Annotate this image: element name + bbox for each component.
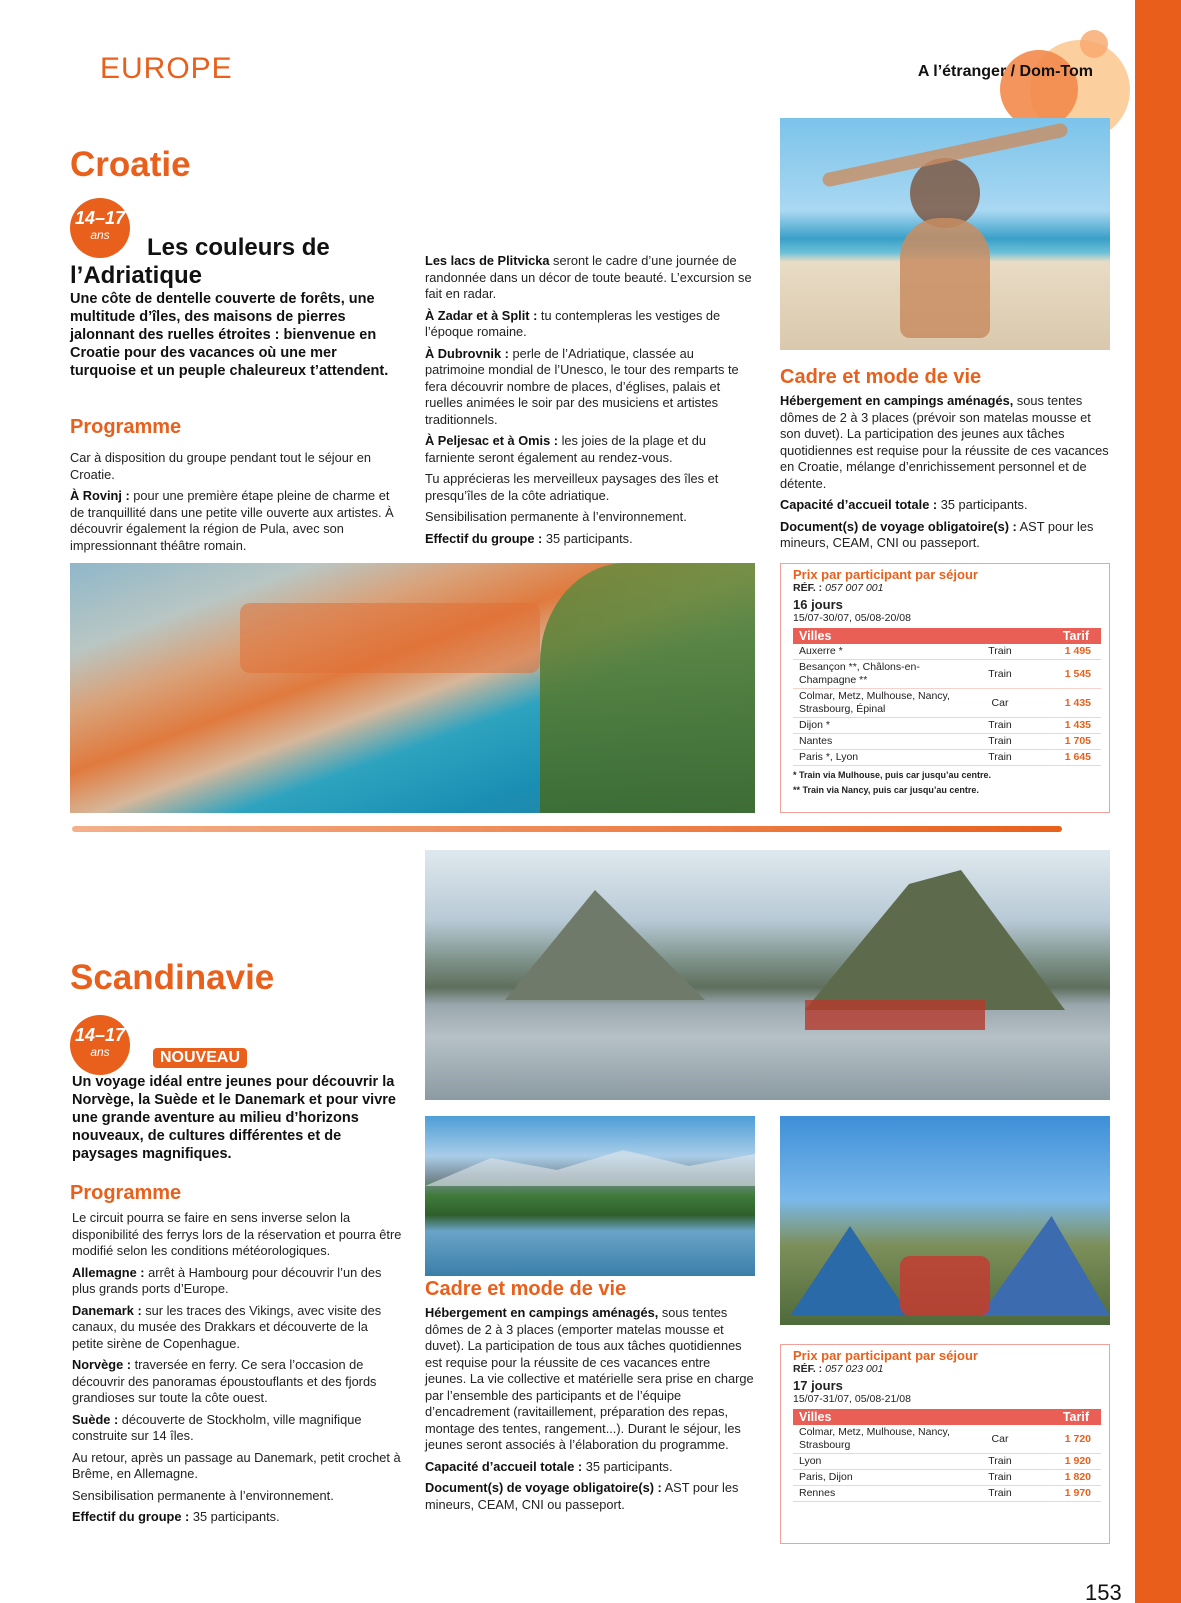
croatie-cadre-title: Cadre et mode de vie — [780, 366, 982, 388]
programme-item: À Peljesac et à Omis : les joies de la plage et du farniente seront également au rendez-vous. — [425, 433, 706, 465]
cadre-item: Document(s) de voyage obligatoire(s) : AST pour les mineurs, CEAM, CNI ou passeport. — [780, 518, 1094, 550]
table-row: Paris, Dijon Train 1 820 — [793, 1470, 1101, 1486]
col-price: Tarif — [1062, 629, 1089, 643]
scandinavie-title: Scandinavie — [70, 958, 275, 997]
table-row: Nantes Train 1 705 — [793, 734, 1101, 750]
col-city: Villes — [799, 629, 832, 643]
price-duration: 16 jours — [793, 597, 843, 612]
price-note-2: ** Train via Nancy, puis car jusqu’au centre. — [793, 785, 979, 795]
price-ref: RÉF. : 057 007 001 — [793, 582, 884, 594]
lofoten-photo — [425, 850, 1110, 1100]
croatie-age-badge — [70, 198, 130, 258]
cadre-item: Capacité d’accueil totale : 35 participants. — [780, 497, 1028, 512]
programme-item: Au retour, après un passage au Danemark, petit crochet à Brême, en Allemagne. — [72, 1449, 401, 1481]
table-row: Colmar, Metz, Mulhouse, Nancy, Strasbourg Car 1 720 — [793, 1425, 1101, 1454]
programme-item: Effectif du groupe : 35 participants. — [72, 1509, 280, 1524]
programme-item: Effectif du groupe : 35 participants. — [425, 530, 633, 546]
programme-item: Car à disposition du groupe pendant tout le séjour en Croatie. — [70, 450, 371, 482]
programme-item: À Rovinj : pour une première étape pleine de charme et de tranquillité dans une petite ville ouverte aux artistes. À découvrir également la région de Pula, avec son impressionnant théâtre romain. — [70, 488, 394, 553]
programme-item: Suède : découverte de Stockholm, ville magnifique construite sur 14 îles. — [72, 1411, 362, 1443]
croatie-programme-col1 — [70, 450, 400, 559]
nav-separator: / — [1006, 63, 1020, 80]
programme-item: Danemark : sur les traces des Vikings, avec visite des canaux, du musée des Drakkars et découverte de la petite sirène de Copenhague. — [72, 1302, 382, 1351]
friends-beach-photo — [780, 118, 1110, 350]
croatie-programme-title: Programme — [70, 416, 182, 438]
table-row: Lyon Train 1 920 — [793, 1454, 1101, 1470]
croatie-intro: Une côte de dentelle couverte de forêts, une multitude d’îles, des maisons de pierres jalonnant des ruelles étroites : bienvenue en Croatie pour des vacances où une mer turquoise et un peuple chaleureux t’attendent. — [70, 291, 389, 379]
page-number: 153 — [1085, 1580, 1122, 1603]
lake-cabin-photo — [425, 1116, 755, 1276]
croatie-price-table — [780, 563, 1110, 813]
cadre-item: Capacité d’accueil totale : 35 participants. — [425, 1458, 673, 1474]
programme-item: À Zadar et à Split : tu contempleras les vestiges de l’époque romaine. — [425, 307, 721, 339]
table-row: Auxerre * Train 1 495 — [793, 644, 1101, 660]
programme-item: À Dubrovnik : perle de l’Adriatique, classée au patrimoine mondial de l’Unesco, le tour des remparts te fera découvrir nombre de places, d’églises, palais et ruelles animées le soir par des musiciens et artistes traditionnels. — [425, 345, 739, 427]
table-header — [793, 1409, 1101, 1425]
croatie-cadre — [780, 393, 1110, 557]
croatie-title: Croatie — [70, 145, 191, 184]
scandinavie-programme-title: Programme — [70, 1182, 182, 1204]
price-title: Prix par participant par séjour — [793, 567, 978, 582]
new-badge: NOUVEAU — [153, 1048, 247, 1068]
dubrovnik-photo — [70, 563, 755, 813]
nav-abroad[interactable]: A l’étranger — [917, 63, 1007, 80]
price-title: Prix par participant par séjour — [793, 1348, 978, 1363]
section-divider — [72, 826, 1062, 832]
table-header — [793, 628, 1101, 644]
programme-item: Sensibilisation permanente à l’environnement. — [72, 1487, 334, 1503]
scandinavie-intro: Un voyage idéal entre jeunes pour découvrir la Norvège, la Suède et le Danemark et pour vivre une grande aventure au milieu d’horizons nouveaux, de cultures différentes et de paysages magnifiques. — [72, 1074, 396, 1162]
price-dates: 15/07-31/07, 05/08-21/08 — [793, 1393, 911, 1405]
table-row: Paris *, Lyon Train 1 645 — [793, 750, 1101, 766]
price-dates: 15/07-30/07, 05/08-20/08 — [793, 612, 911, 624]
scandinavie-programme — [72, 1210, 402, 1531]
cadre-item: Document(s) de voyage obligatoire(s) : AST pour les mineurs, CEAM, CNI ou passeport. — [425, 1480, 739, 1512]
scandinavie-age-badge — [70, 1015, 130, 1075]
table-row: Dijon * Train 1 435 — [793, 718, 1101, 734]
table-row: Colmar, Metz, Mulhouse, Nancy, Strasbourg, Épinal Car 1 435 — [793, 689, 1101, 718]
scandinavie-cadre-title: Cadre et mode de vie — [425, 1278, 627, 1300]
nav-dom-tom[interactable]: Dom-Tom — [1019, 63, 1093, 80]
cadre-item: Hébergement en campings aménagés, sous tentes dômes de 2 à 3 places (prévoir son matelas mousse et son duvet). La participation des jeunes aux tâches quotidiennes est requise pour la réussite de ces vacances en Croatie, mélange d’enrichissement personnel et de détente. — [780, 393, 1109, 491]
price-ref: RÉF. : 057 023 001 — [793, 1363, 884, 1375]
age-unit: ans — [90, 228, 110, 242]
scandinavie-cadre — [425, 1305, 755, 1518]
table-row: Rennes Train 1 970 — [793, 1486, 1101, 1502]
programme-item: Le circuit pourra se faire en sens inverse selon la disponibilité des ferrys lors de la réservation et pourra être modifié selon les conditions météorologiques. — [72, 1210, 402, 1258]
programme-item: Norvège : traversée en ferry. Ce sera l’occasion de découvrir des panoramas époustouflants et des fjords grandioses sur toute la côte ouest. — [72, 1357, 377, 1405]
col-price: Tarif — [1062, 1410, 1089, 1424]
header-nav[interactable] — [918, 63, 1093, 81]
croatie-subtitle-line1: Les couleurs de — [147, 234, 330, 261]
programme-item: Allemagne : arrêt à Hambourg pour découvrir l’un des plus grands ports d’Europe. — [72, 1264, 382, 1296]
col-city: Villes — [799, 1410, 832, 1424]
cadre-item: Hébergement en campings aménagés, sous tentes dômes de 2 à 3 places (emporter matelas mousse et duvet). La participation de tous aux tâches quotidiennes est requise pour la réussite de ces vacances entre jeunes. La vie collective et matérielle sera prise en charge par l’ensemble des participants et de l’équipe d’encadrement (ravitaillement, préparation des repas, montage des tentes, rangement...). Durant le séjour, les jeunes seront associés à l’élaboration du programme. — [425, 1305, 754, 1452]
programme-item: Tu apprécieras les merveilleux paysages des îles et presqu’îles de la côte adriatique. — [425, 471, 719, 503]
region-title: EUROPE — [100, 52, 233, 85]
age-range: 14–17 — [74, 208, 126, 228]
camping-friends-photo — [780, 1116, 1110, 1325]
price-note-1: * Train via Mulhouse, puis car jusqu’au centre. — [793, 770, 992, 780]
price-duration: 17 jours — [793, 1378, 843, 1393]
side-color-band — [1135, 0, 1181, 1603]
age-range: 14–17 — [74, 1025, 126, 1045]
croatie-subtitle-line2: l’Adriatique — [70, 262, 203, 289]
age-unit: ans — [90, 1045, 110, 1059]
programme-item: Sensibilisation permanente à l’environnement. — [425, 509, 687, 524]
croatie-programme-col2 — [425, 253, 755, 552]
scandinavie-price-table — [780, 1344, 1110, 1544]
table-row: Besançon **, Châlons-en-Champagne ** Train 1 545 — [793, 660, 1101, 689]
programme-item: Les lacs de Plitvicka seront le cadre d’une journée de randonnée dans un décor de toute beauté. L’excursion se fait en radar. — [425, 253, 752, 301]
